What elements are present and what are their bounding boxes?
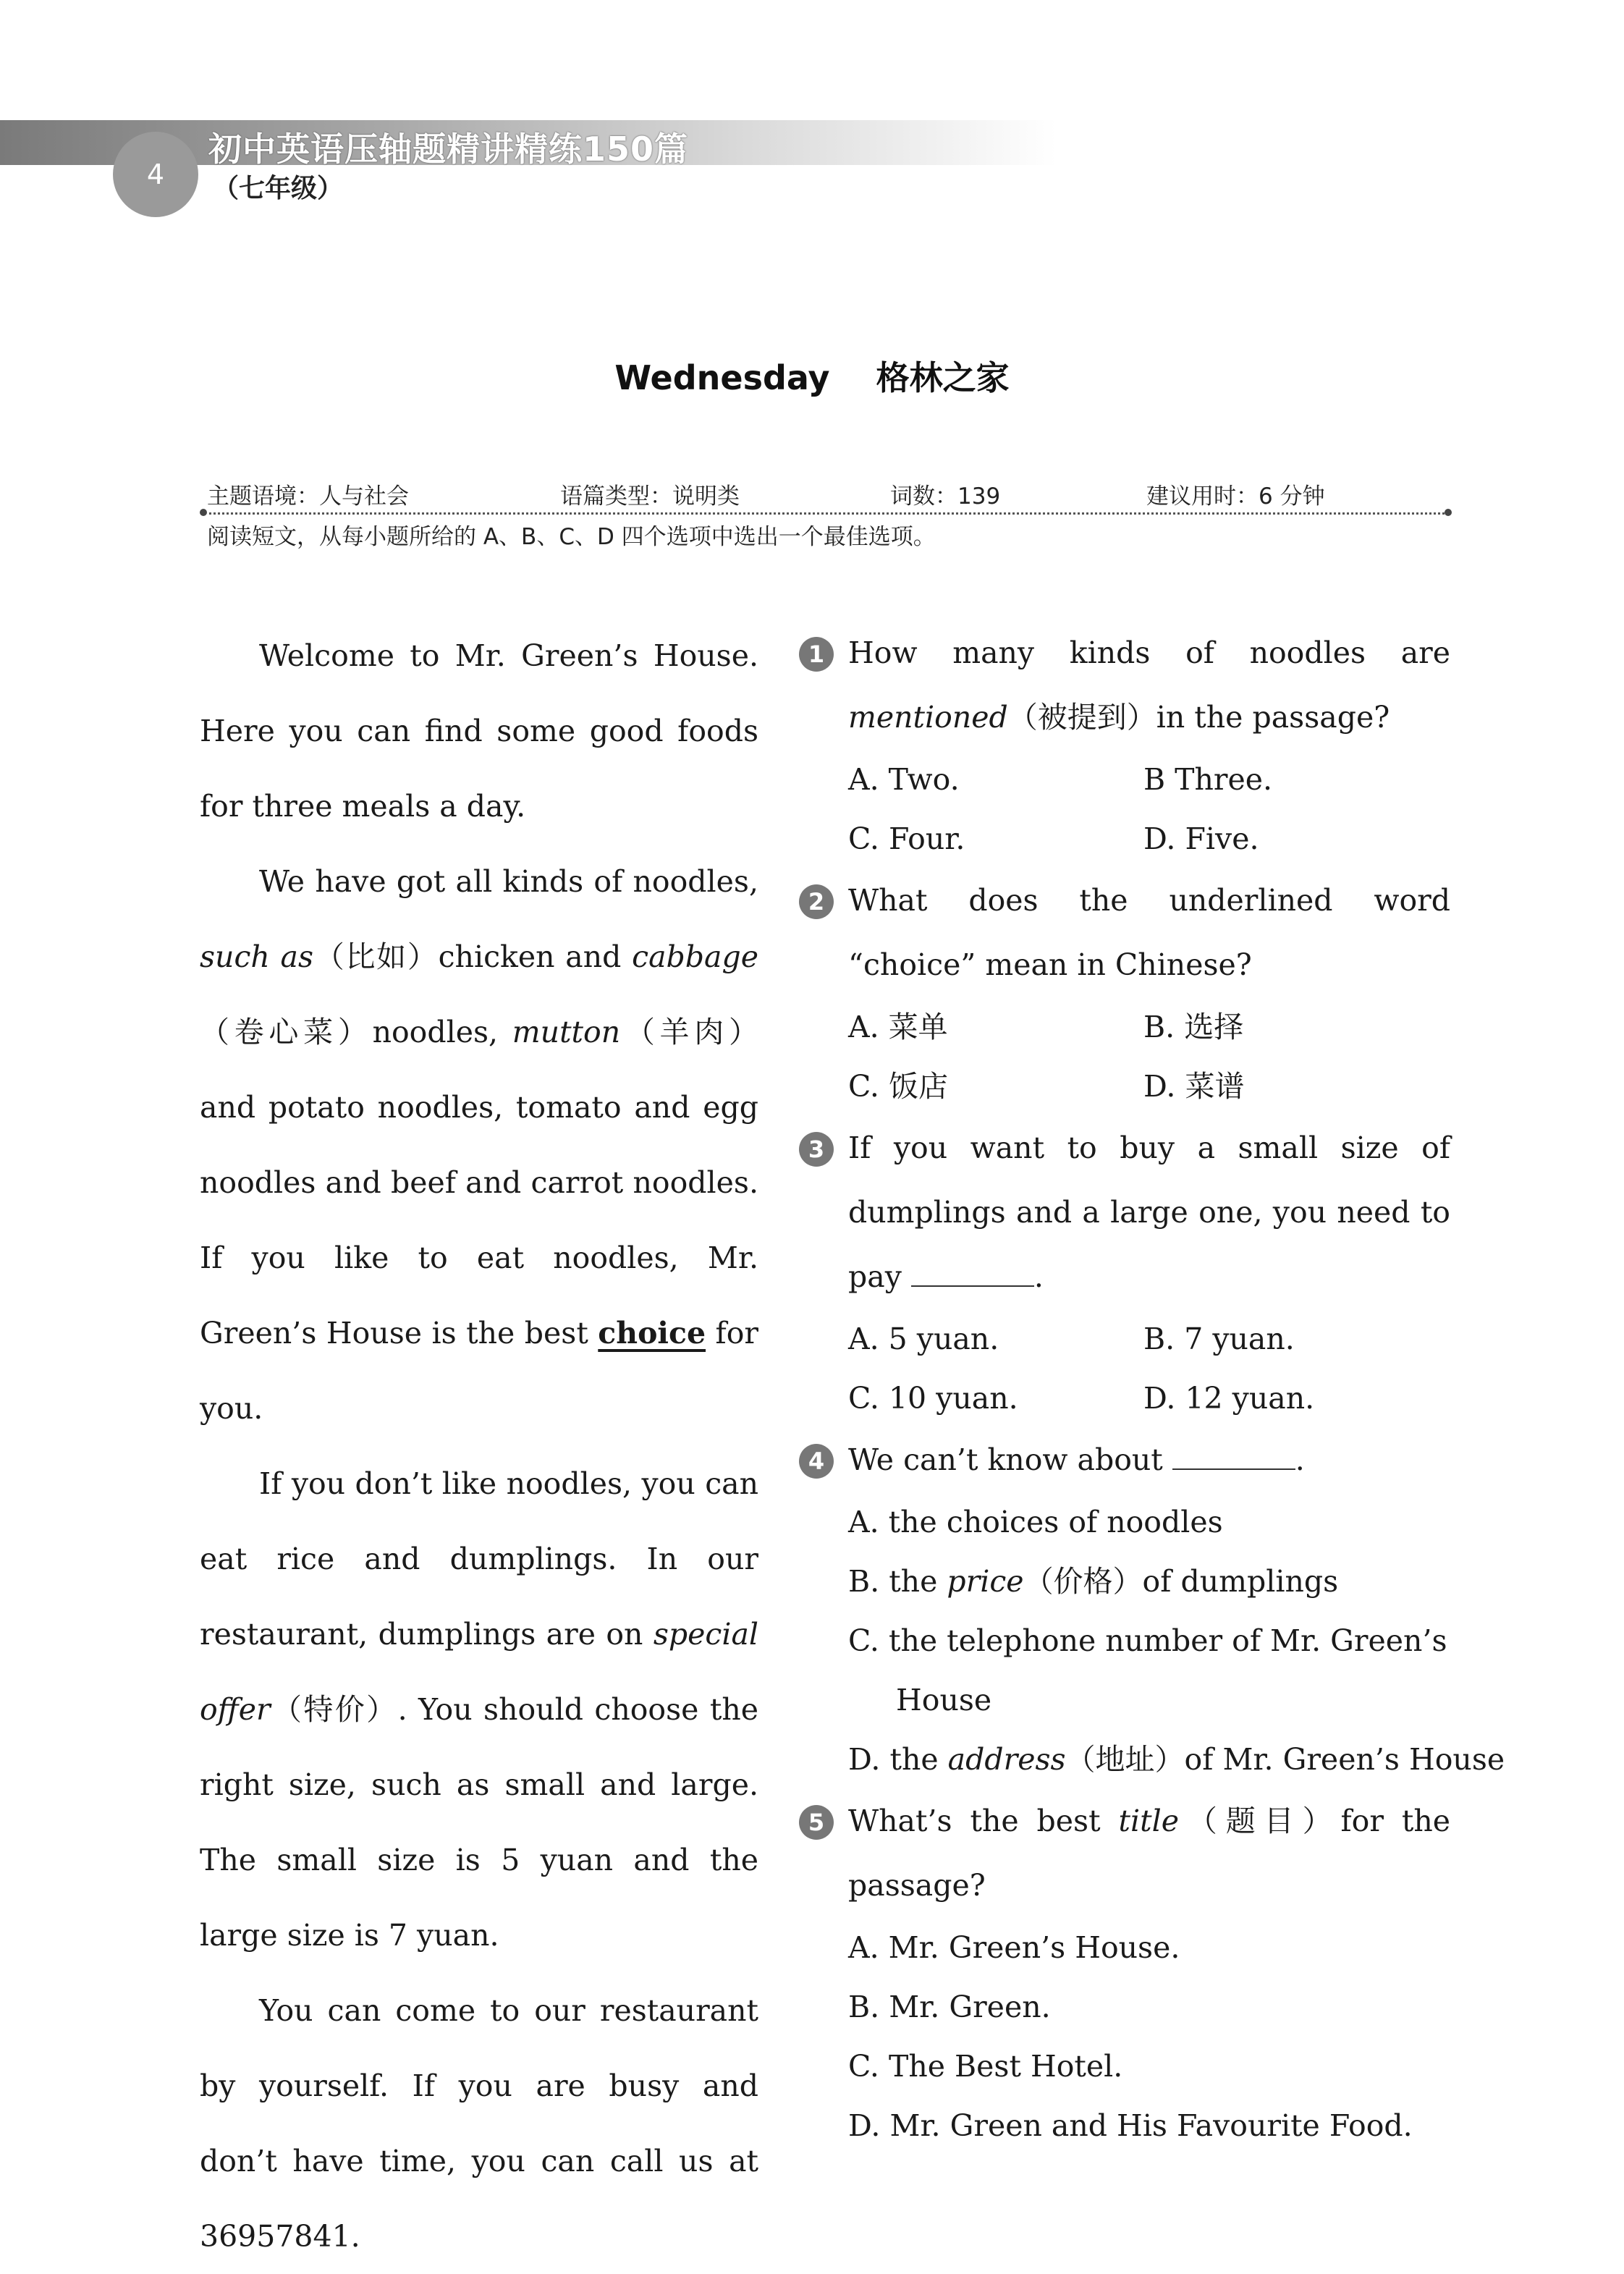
option-b[interactable]: B. Mr. Green. <box>848 1990 1051 2024</box>
options <box>799 1918 1450 2155</box>
dotted-divider <box>204 512 1449 515</box>
options <box>799 1492 1505 1789</box>
question-number: 1 <box>799 637 834 672</box>
meta-row <box>207 478 1452 512</box>
option-b[interactable]: B. the price（价格）of dumplings <box>848 1564 1339 1599</box>
option-d[interactable]: D. 12 yuan. <box>1143 1381 1315 1416</box>
option-b[interactable]: B Three. <box>1143 762 1273 797</box>
passage-paragraph-2: We have got all kinds of noodles, such as（比如）chicken and cabbage（卷心菜）noodles, mutton（羊肉）and potato noodles, tomato and egg noodles and beef and carrot noodles. If you like to eat noodles, Mr. Green’s House is the best choice for you. <box>200 864 758 1426</box>
question-number: 2 <box>799 884 834 919</box>
question-number: 3 <box>799 1132 834 1167</box>
book-title: 初中英语压轴题精讲精练150篇 <box>208 130 689 169</box>
question-stem: 4 We can’t know about . <box>799 1428 1450 1492</box>
option-a[interactable]: A. the choices of noodles <box>848 1505 1223 1539</box>
question-1 <box>799 621 1450 868</box>
passage-paragraph-3: If you don’t like noodles, you can eat rice and dumplings. In our restaurant, dumplings are on special offer（特价）. You should choose the right size, such as small and large. The small size is 5 yuan and the large size is 7 yuan. <box>200 1466 758 1953</box>
page-number: 4 <box>146 158 165 190</box>
question-3 <box>799 1116 1450 1428</box>
question-stem: 1 How many kinds of noodles are mentioned（被提到）in the passage? <box>799 621 1450 750</box>
option-a[interactable]: A. Mr. Green’s House. <box>848 1930 1180 1965</box>
answer-blank <box>911 1258 1034 1287</box>
term-such-as: such as <box>200 939 314 974</box>
lesson-day: Wednesday <box>614 358 830 397</box>
meta-word-count: 词数：139 <box>890 483 1001 510</box>
passage-paragraph-1: Welcome to Mr. Green’s House. Here you can find some good foods for three meals a day. <box>200 638 758 824</box>
option-a[interactable]: A. Two. <box>848 762 960 797</box>
option-c[interactable]: C. The Best Hotel. <box>848 2049 1123 2084</box>
option-d[interactable]: D. Mr. Green and His Favourite Food. <box>848 2108 1413 2143</box>
options <box>799 750 1450 868</box>
options <box>799 1309 1450 1428</box>
question-number: 5 <box>799 1805 834 1840</box>
question-4 <box>799 1428 1505 1789</box>
option-c[interactable]: C. Four. <box>848 821 965 856</box>
option-a[interactable]: A. 菜单 <box>848 1010 948 1044</box>
underlined-choice: choice <box>598 1316 706 1351</box>
meta-genre: 语篇类型：说明类 <box>560 483 740 510</box>
term-mutton: mutton <box>512 1015 621 1049</box>
question-stem: 2 What does the underlined word “choice” mean in Chinese? <box>799 868 1450 997</box>
meta-time: 建议用时：6 分钟 <box>1146 483 1325 510</box>
option-d[interactable]: D. Five. <box>1143 821 1259 856</box>
lesson-title <box>0 352 1624 400</box>
option-c[interactable]: C. 饭店 <box>848 1069 948 1104</box>
lesson-title-cn: 格林之家 <box>876 358 1010 397</box>
question-number: 4 <box>799 1444 834 1479</box>
option-d[interactable]: D. 菜谱 <box>1143 1069 1245 1104</box>
page-number-badge <box>113 132 198 217</box>
question-2 <box>799 868 1450 1116</box>
option-c[interactable]: C. 10 yuan. <box>848 1381 1018 1416</box>
answer-blank <box>1172 1441 1295 1470</box>
option-c[interactable]: C. the telephone number of Mr. Green’s House <box>848 1623 1447 1717</box>
question-stem: 5 What’s the best title（题目）for the passage? <box>799 1789 1450 1918</box>
meta-theme: 主题语境：人与社会 <box>207 483 409 510</box>
divider-dot-left <box>200 509 207 516</box>
option-b[interactable]: B. 选择 <box>1143 1010 1244 1044</box>
divider-dot-right <box>1445 509 1452 516</box>
instruction: 阅读短文，从每小题所给的 A、B、C、D 四个选项中选出一个最佳选项。 <box>207 524 936 550</box>
question-5 <box>799 1789 1450 2155</box>
options <box>799 997 1450 1116</box>
term-cabbage: cabbage <box>632 939 758 974</box>
term-special-offer: special offer <box>200 1617 758 1727</box>
passage-paragraph-4: You can come to our restaurant by yourself. If you are busy and don’t have time, you can call us at 36957841. <box>200 1993 758 2254</box>
option-d[interactable]: D. the address（地址）of Mr. Green’s House <box>848 1742 1505 1777</box>
question-stem: 3 If you want to buy a small size of dumplings and a large one, you need to pay . <box>799 1116 1450 1309</box>
reading-passage <box>200 618 758 2274</box>
option-b[interactable]: B. 7 yuan. <box>1143 1322 1295 1356</box>
grade-label: （七年级） <box>213 174 344 203</box>
questions <box>799 621 1505 2155</box>
option-a[interactable]: A. 5 yuan. <box>848 1322 999 1356</box>
